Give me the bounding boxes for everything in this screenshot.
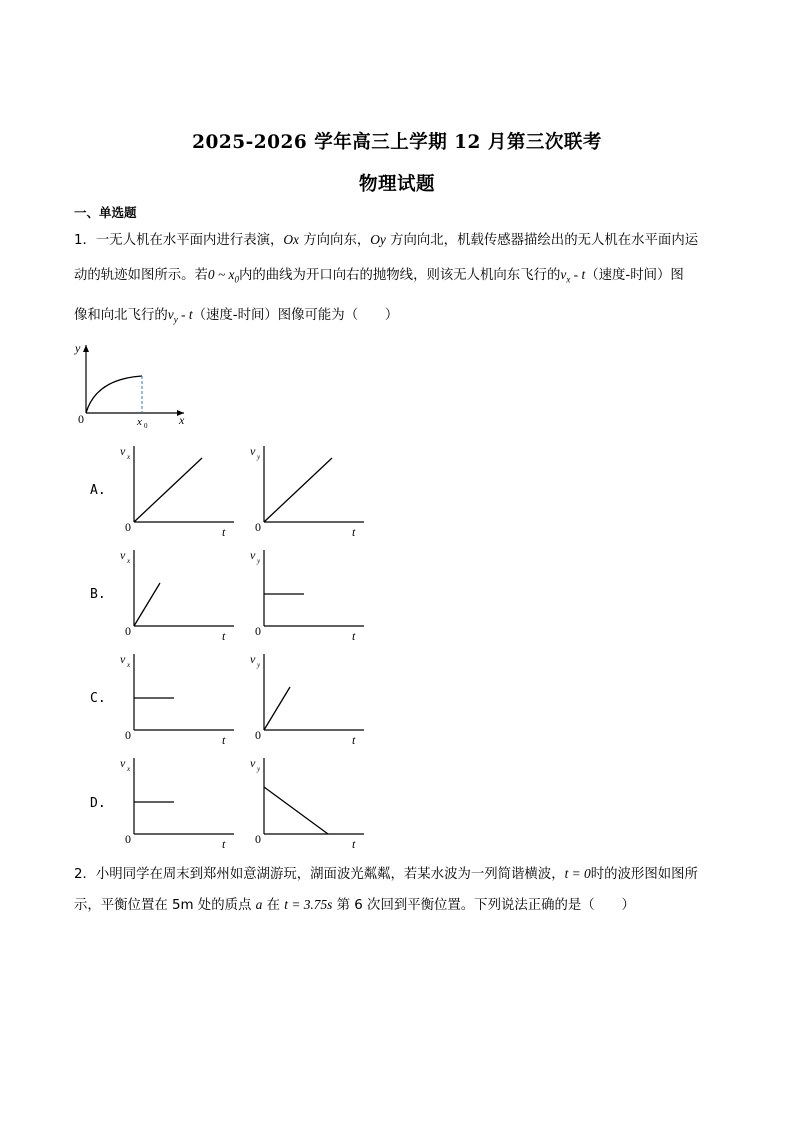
- x0-subscript: 0: [144, 422, 148, 430]
- origin-label: 0: [125, 520, 131, 534]
- vy-axis-subscript: y: [257, 765, 261, 773]
- q1-text: 动的轨迹如图所示。若: [74, 268, 208, 283]
- origin-label: 0: [255, 520, 261, 534]
- parabola-curve: [86, 376, 142, 413]
- q1-math-oy: Oy: [370, 232, 386, 247]
- x-axis-label: x: [179, 413, 185, 427]
- vx-axis-subscript: x: [127, 557, 131, 565]
- x0-label: x: [137, 416, 142, 428]
- vy-axis-subscript: y: [257, 557, 261, 565]
- exam-subtitle: 物理试题: [358, 174, 435, 195]
- q2-text: 2．小明同学在周末到郑州如意湖游玩，湖面波光粼粼，若某水波为一列简谐横波，: [74, 867, 565, 882]
- q2-math-eq: = 0: [568, 866, 591, 881]
- vx-axis-subscript: x: [127, 661, 131, 669]
- t-axis-label: t: [222, 837, 226, 851]
- question2-line1: [74, 863, 698, 882]
- origin-label: 0: [125, 728, 131, 742]
- q2-text: 示，平衡位置在 5m 处的质点: [74, 898, 256, 913]
- option-b-label[interactable]: B.: [90, 587, 106, 602]
- vy-axis-label: v: [250, 756, 256, 770]
- option-d-vx-graph: [112, 752, 252, 857]
- question1-line1: [74, 229, 698, 248]
- origin-label: 0: [125, 832, 131, 846]
- q1-text: 方向向东，: [299, 233, 371, 248]
- option-c-vx-graph: [112, 648, 252, 753]
- t-axis-label: t: [352, 837, 356, 851]
- t-axis-label: t: [222, 629, 226, 643]
- vy-axis-label: v: [250, 444, 256, 458]
- trajectory-figure: [60, 335, 200, 435]
- graph-line-ramp-short: [134, 583, 160, 626]
- q1-math-ox: Ox: [283, 232, 300, 247]
- question1-line3: [74, 304, 398, 325]
- t-axis-label: t: [352, 629, 356, 643]
- question2-line2: [74, 894, 635, 913]
- q1-math-range: 0 ~ x: [207, 267, 235, 282]
- vx-axis-label: v: [120, 444, 126, 458]
- q1-text: 内的曲线为开口向右的抛物线，则该无人机向东飞行的: [239, 268, 561, 283]
- y-axis-label: y: [75, 341, 81, 355]
- vx-axis-label: v: [120, 652, 126, 666]
- q2-text: 第 6 次回到平衡位置。下列说法正确的是（ ）: [332, 898, 635, 913]
- origin-label: 0: [255, 832, 261, 846]
- question1-line2: [74, 264, 684, 285]
- origin-label: 0: [255, 624, 261, 638]
- q2-text: 时的波形图如图所: [590, 867, 698, 882]
- q1-text: 像和向北飞行的: [74, 308, 168, 323]
- option-a-vx-graph: [112, 440, 252, 545]
- origin-label: 0: [125, 624, 131, 638]
- t-axis-label: t: [352, 525, 356, 539]
- t-axis-label: t: [222, 733, 226, 747]
- q2-math-a: a: [255, 897, 263, 912]
- option-d-vy-graph: [242, 752, 382, 857]
- q2-math-t: t: [284, 897, 288, 912]
- q2-math-t: t: [564, 866, 569, 881]
- vy-axis-label: v: [250, 652, 256, 666]
- q1-math-sub: 0: [234, 274, 239, 285]
- q1-text: （速度-时间）图: [585, 268, 684, 283]
- graph-line-ramp-short: [264, 687, 290, 730]
- section-heading: 一、单选题: [74, 205, 137, 220]
- graph-line-ramp-long: [134, 458, 202, 522]
- option-a-vy-graph: [242, 440, 382, 545]
- q1-math-sub: x: [566, 274, 571, 285]
- option-b-vx-graph: [112, 544, 252, 649]
- q1-math-t: - t: [177, 307, 193, 322]
- origin-label: 0: [255, 728, 261, 742]
- q2-text: 在: [262, 898, 285, 913]
- q1-math-sub: y: [173, 314, 178, 325]
- vx-axis-label: v: [120, 756, 126, 770]
- option-b-vy-graph: [242, 544, 382, 649]
- vx-axis-subscript: x: [127, 765, 131, 773]
- q1-math-vx: v: [560, 267, 567, 282]
- q1-math-vy: v: [167, 307, 174, 322]
- q1-text: 1．一无人机在水平面内进行表演，: [74, 233, 284, 248]
- option-c-vy-graph: [242, 648, 382, 753]
- vx-axis-subscript: x: [127, 453, 131, 461]
- exam-title: 2025-2026 学年高三上学期 12 月第三次联考: [192, 132, 602, 153]
- origin-label: 0: [78, 412, 84, 426]
- vy-axis-label: v: [250, 548, 256, 562]
- t-axis-label: t: [222, 525, 226, 539]
- vx-axis-label: v: [120, 548, 126, 562]
- q1-text: 方向向北，机载传感器描绘出的无人机在水平面内运: [385, 233, 699, 248]
- option-d-label[interactable]: D.: [90, 796, 106, 811]
- vy-axis-subscript: y: [257, 661, 261, 669]
- graph-line-ramp-long: [264, 458, 332, 522]
- option-a-label[interactable]: A.: [90, 483, 106, 498]
- q1-text: （速度-时间）图像可能为（ ）: [192, 308, 399, 323]
- graph-line-decline: [264, 787, 328, 834]
- t-axis-label: t: [352, 733, 356, 747]
- q1-math-t: - t: [570, 267, 586, 282]
- q2-math-eq: = 3.75s: [287, 897, 333, 912]
- option-c-label[interactable]: C.: [90, 691, 106, 706]
- vy-axis-subscript: y: [257, 453, 261, 461]
